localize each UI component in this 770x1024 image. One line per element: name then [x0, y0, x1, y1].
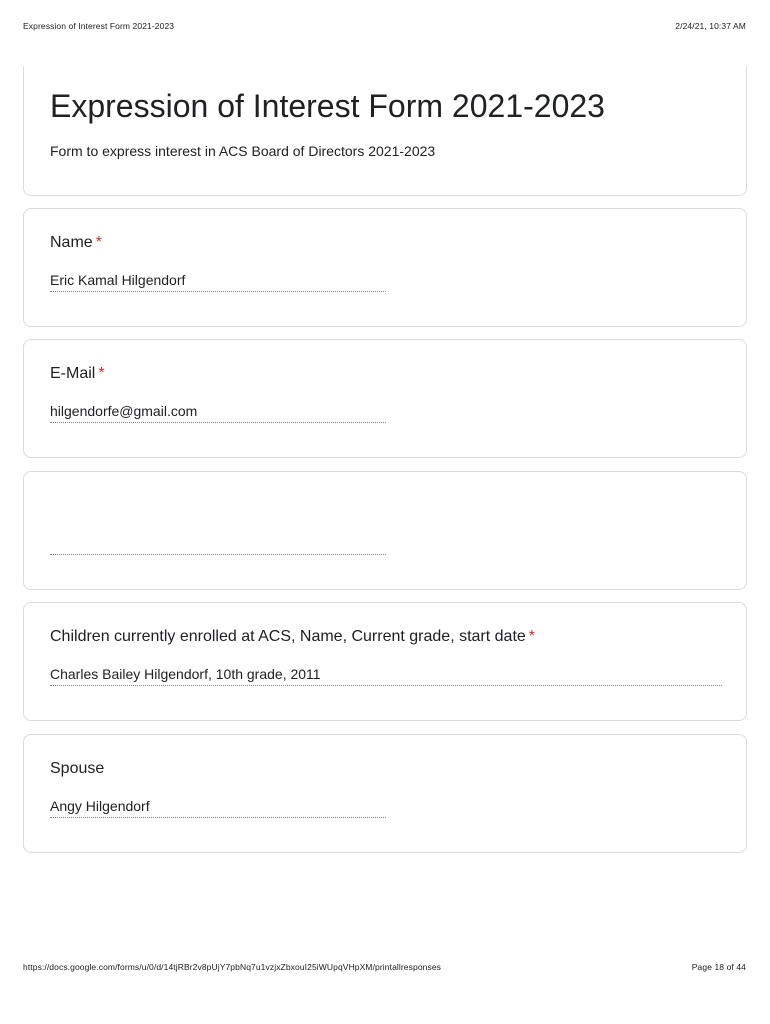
answer-text: hilgendorfe@gmail.com	[50, 403, 386, 423]
required-asterisk: *	[98, 365, 105, 382]
print-footer-url: https://docs.google.com/forms/u/0/d/14tjRBr2v8pUjY7pbNq7u1vzjxZbxouI25iWUpqVHpXM/printallresponses	[23, 962, 441, 972]
question-card-children	[23, 602, 747, 721]
print-footer	[23, 962, 746, 972]
question-card-empty	[23, 471, 747, 590]
answer-text: Eric Kamal Hilgendorf	[50, 272, 386, 292]
question-card-email	[23, 339, 747, 458]
question-label	[50, 628, 535, 646]
question-label	[50, 365, 105, 383]
required-asterisk: *	[528, 628, 536, 645]
print-header-title: Expression of Interest Form 2021-2023	[23, 21, 175, 31]
answer-text	[50, 535, 386, 555]
question-text: Children currently enrolled at ACS, Name, Current grade, start date	[50, 628, 526, 645]
question-card-name	[23, 208, 747, 327]
form-title: Expression of Interest Form 2021-2023	[50, 88, 605, 124]
form-title-card	[23, 66, 747, 196]
question-text: E-Mail	[50, 365, 96, 382]
required-asterisk: *	[95, 234, 102, 251]
question-label	[50, 497, 53, 515]
question-card-spouse	[23, 734, 747, 853]
answer-text: Angy Hilgendorf	[50, 798, 386, 818]
print-footer-page-number: Page 18 of 44	[691, 962, 746, 972]
answer-text: Charles Bailey Hilgendorf, 10th grade, 2011	[50, 666, 722, 686]
form-description: Form to express interest in ACS Board of Directors 2021-2023	[50, 143, 436, 159]
print-header-timestamp: 2/24/21, 10:37 AM	[675, 21, 746, 31]
question-text: Spouse	[50, 760, 105, 777]
question-label	[50, 760, 107, 778]
print-header	[23, 21, 746, 31]
question-label	[50, 234, 102, 252]
question-text: Name	[50, 234, 93, 251]
